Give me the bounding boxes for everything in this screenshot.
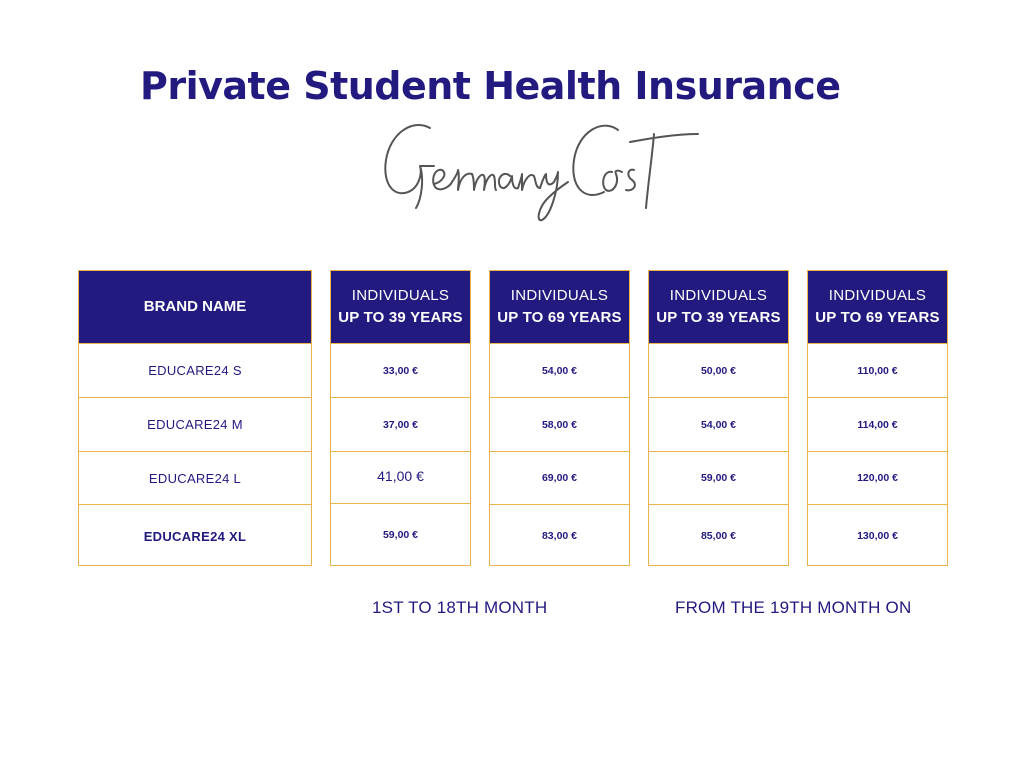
- column-header-line1: INDIVIDUALS: [828, 287, 927, 304]
- column-header-line1: INDIVIDUALS: [669, 287, 768, 304]
- price-cell: 120,00 €: [808, 451, 947, 504]
- brand-name-header: BRAND NAME: [79, 271, 311, 343]
- column-header-line1: INDIVIDUALS: [351, 287, 450, 304]
- brand-cell: EDUCARE24 M: [79, 397, 311, 451]
- price-cell: 54,00 €: [490, 343, 629, 397]
- column-header-line2: UP TO 39 YEARS: [338, 309, 463, 326]
- price-cell: 59,00 €: [649, 451, 788, 504]
- brand-cell: EDUCARE24 L: [79, 451, 311, 504]
- price-cell: 54,00 €: [649, 397, 788, 451]
- price-cell: 130,00 €: [808, 504, 947, 567]
- brand-column: [78, 270, 312, 566]
- column-header-line2: UP TO 69 YEARS: [815, 309, 940, 326]
- price-cell: 83,00 €: [490, 504, 629, 567]
- brand-cell: EDUCARE24 XL: [79, 504, 311, 567]
- column-header-line2: UP TO 69 YEARS: [497, 309, 622, 326]
- price-cell: 85,00 €: [649, 504, 788, 567]
- price-column: [489, 270, 630, 566]
- price-column: [330, 270, 471, 566]
- period-label-second: FROM THE 19TH MONTH ON: [675, 598, 912, 617]
- price-column: [807, 270, 948, 566]
- price-cell: 110,00 €: [808, 343, 947, 397]
- script-subtitle: [372, 112, 712, 232]
- price-cell: 41,00 €: [331, 451, 470, 503]
- price-column: [648, 270, 789, 566]
- price-cell: 69,00 €: [490, 451, 629, 504]
- price-cell: 37,00 €: [331, 397, 470, 451]
- price-cell: 59,00 €: [331, 503, 470, 566]
- price-cell: 50,00 €: [649, 343, 788, 397]
- period-label-first: 1ST TO 18TH MONTH: [372, 598, 548, 617]
- price-cell: 114,00 €: [808, 397, 947, 451]
- page-title: Private Student Health Insurance: [140, 64, 841, 108]
- brand-cell: EDUCARE24 S: [79, 343, 311, 397]
- price-cell: 58,00 €: [490, 397, 629, 451]
- column-header-line2: UP TO 39 YEARS: [656, 309, 781, 326]
- column-header: [649, 271, 788, 343]
- column-header: [808, 271, 947, 343]
- column-header: [490, 271, 629, 343]
- column-header-line1: INDIVIDUALS: [510, 287, 609, 304]
- price-cell: 33,00 €: [331, 343, 470, 397]
- column-header: [331, 271, 470, 343]
